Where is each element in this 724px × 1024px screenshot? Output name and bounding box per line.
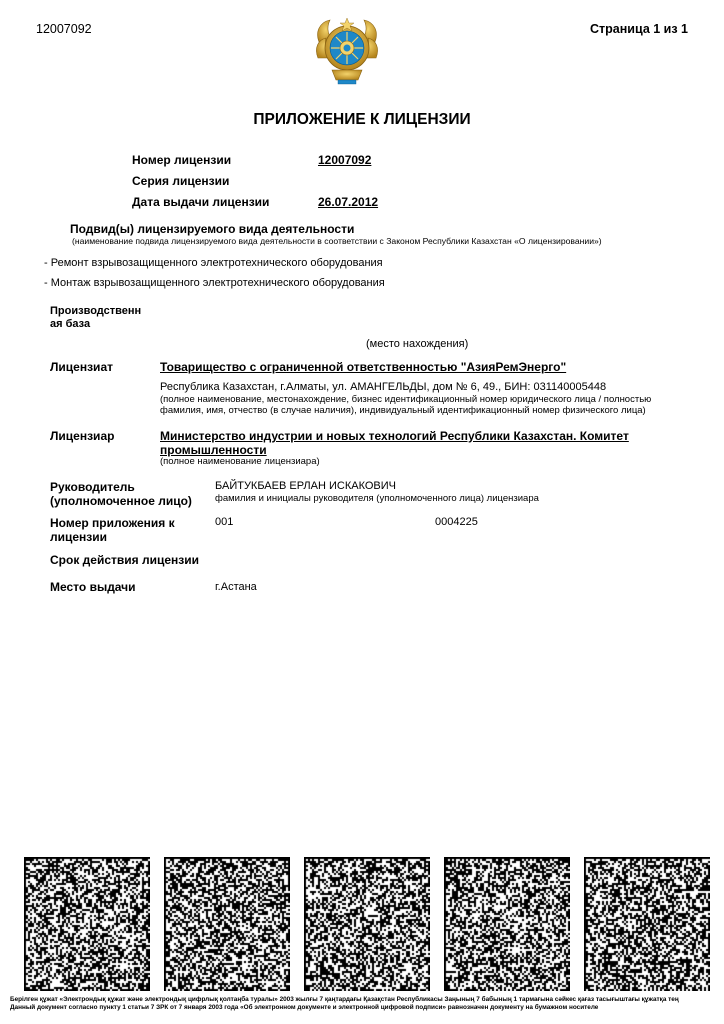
head-name: БАЙТУКБАЕВ ЕРЛАН ИСКАКОВИЧ [215,480,397,492]
licensee-note-line2: фамилия, имя, отчество (в случае наличия), индивидуальный идентификационный номер физического лица) [160,405,646,416]
appendix-label-line1: Номер приложения к [50,516,175,530]
subtype-item: - Монтаж взрывозащищенного электротехнического оборудования [44,277,385,289]
issue-place-label: Место выдачи [50,580,136,594]
production-base-location-note: (место нахождения) [366,338,469,350]
subtype-item-text: Монтаж взрывозащищенного электротехнического оборудования [50,277,385,289]
licensee-address: Республика Казахстан, г.Алматы, ул. АМАНГЕЛЬДЫ, дом № 6, 49., БИН: 031140005448 [160,381,607,393]
appendix-label [50,516,175,544]
page-title: ПРИЛОЖЕНИЕ К ЛИЦЕНЗИИ [253,111,471,128]
licensor-note: (полное наименование лицензиара) [160,456,320,467]
subtype-item: - Ремонт взрывозащищенного электротехнического оборудования [44,257,383,269]
licensor-label: Лицензиар [50,429,115,443]
validity-label: Срок действия лицензии [50,553,199,567]
licensee-note [160,394,651,416]
head-label [50,480,192,508]
license-issue-date-label: Дата выдачи лицензии [132,195,270,209]
licensee-note-line1: (полное наименование, местонахождение, бизнес идентификационный номер юридического лица / полностью [160,394,652,405]
appendix-number: 0004225 [435,516,478,528]
state-emblem-icon [312,14,382,86]
head-note: фамилия и инициалы руководителя (уполномоченного лица) лицензиара [215,493,539,504]
production-base-label-line2: ая база [50,318,91,330]
legal-footer [10,996,714,1012]
legal-footer-line2: Данный документ согласно пункту 1 статьи 7 ЗРК от 7 января 2003 года «Об электронном документе и электронной цифровой подписи» равнозначен документу на бумажном носителе [10,1004,599,1011]
appendix-value: 001 [215,516,234,528]
issue-place-value: г.Астана [215,581,257,593]
licensor-name [160,429,629,457]
subtypes-note: (наименование подвида лицензируемого вида деятельности в соответствии с Законом Республики Казахстан «О лицензировании») [72,236,602,246]
document-number: 12007092 [36,22,92,36]
subtype-item-text: Ремонт взрывозащищенного электротехнического оборудования [50,257,383,269]
qr-code-icon [584,857,710,991]
production-base-label [50,305,141,331]
qr-code-icon [304,857,430,991]
head-label-line2: (уполномоченное лицо) [50,494,192,508]
license-series-label: Серия лицензии [132,174,230,188]
licensor-name-line2: промышленности [160,443,267,457]
appendix-label-line2: лицензии [50,530,108,544]
licensor-name-line1: Министерство индустрии и новых технологий Республики Казахстан. Комитет [160,429,629,443]
licensee-name: Товарищество с ограниченной ответственностью "АзияРемЭнерго" [160,360,567,374]
head-label-line1: Руководитель [50,480,135,494]
qr-code-icon [444,857,570,991]
qr-code-icon [24,857,150,991]
page-indicator: Страница 1 из 1 [590,22,688,36]
legal-footer-line1: Берілген құжат «Электрондық құжат және электрондық цифрлық қолтаңба туралы» 2003 жылғы 7 қаңтардағы Қазақстан Республикасы Заңының 7 бабының 1 тармағына сәйкес қағаз тасығыштағы құжатқа тең [10,996,679,1003]
license-issue-date-value: 26.07.2012 [318,195,379,209]
licensee-label: Лицензиат [50,360,113,374]
qr-code-icon [164,857,290,991]
license-number-value: 12007092 [318,153,372,167]
subtypes-heading: Подвид(ы) лицензируемого вида деятельности [70,222,355,236]
production-base-label-line1: Производственн [50,305,142,317]
license-number-label: Номер лицензии [132,153,232,167]
